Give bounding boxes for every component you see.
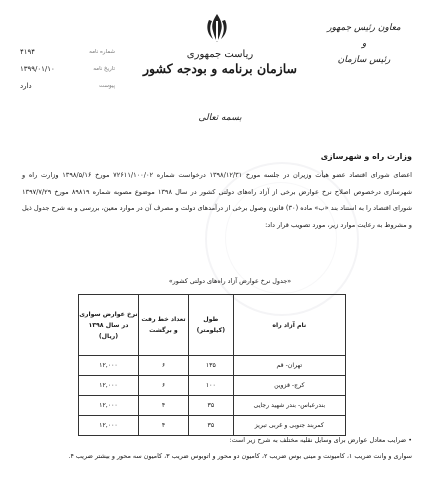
meta-row-attachment	[20, 78, 115, 95]
organization-name: سازمان برنامه و بودجه کشور	[142, 61, 298, 76]
letter-meta	[20, 44, 115, 95]
meta-row-date	[20, 61, 115, 78]
letter-date-label: تاریخ نامه	[93, 66, 115, 72]
cell-name: تهران- قم	[233, 356, 345, 376]
meta-row-number	[20, 44, 115, 61]
col-header-toll: نرخ عوارض سواری در سال ۱۳۹۸ (ریال)	[79, 295, 139, 356]
cell-lanes: ۴	[138, 396, 188, 416]
attachment-label: پیوست	[98, 83, 115, 89]
letter-number-label: شماره نامه	[89, 49, 115, 55]
besmeh-heading: بسمه تعالی	[198, 113, 242, 123]
letter-body: اعضای شورای اقتصاد عضو هیأت وزیران در جلسه مورخ ۱۳۹۸/۱۲/۳۱ درخواست شماره ۷۲۶۱۱/۱۰۰/۰۲ مورخ ۱۳۹۸/۵/۱۶ وزارت راه و شهرسازی درخصوص اصلاح نرخ عوارض برخی از آزاد راه‌های دولتی کشور در سال ۱۳۹۸ موضوع مصوبه شماره ۸۹۸۱۹ مورخ ۱۳۹۷/۷/۲۹ شورای اقتصاد را به استناد بند «ب» ماده (۳۰) قانون وصول برخی از درآمدهای دولت و مصرف آن در موارد معین، بررسی و به شرح جدول ذیل و مشروط به رعایت موارد زیر، مورد تصویب قرار داد:	[22, 171, 413, 229]
cell-length: ۳۵	[189, 416, 234, 436]
col-header-name: نام آزاد راه	[233, 295, 345, 356]
recipient: وزارت راه و شهرسازی	[320, 152, 412, 161]
cell-length: ۳۵	[189, 396, 234, 416]
signatory-line-3: رئیس سازمان	[337, 55, 391, 65]
letter-date: ۱۳۹۹/۰۱/۱۰	[20, 65, 55, 73]
letter-number: ۴۱۹۴	[20, 48, 36, 56]
toll-table	[78, 294, 346, 436]
table-header-row	[79, 295, 346, 356]
note-line-2: سواری و وانت ضریب ۱، کامیونت و مینی بوس ضریب ۲، کامیون دو محور و اتوبوس ضریب ۳، کامیون سه محور و بیشتر ضریب ۴.	[68, 452, 412, 460]
cell-toll: ۱۲,۰۰۰	[79, 396, 139, 416]
coefficients-note	[22, 432, 412, 464]
iran-emblem-icon	[203, 12, 231, 44]
signatory-line-2: و	[361, 39, 367, 49]
table-row	[79, 396, 346, 416]
cell-toll: ۱۲,۰۰۰	[79, 376, 139, 396]
attachment-value: دارد	[20, 82, 32, 90]
table-caption: «جدول نرخ عوارض آزاد راه‌های دولتی کشور»	[168, 277, 292, 285]
table-row	[79, 376, 346, 396]
signatory-line-1: معاون رئیس جمهور	[327, 23, 401, 33]
cell-name: بندرعباس- بندر شهید رجایی	[233, 396, 345, 416]
cell-lanes: ۴	[138, 416, 188, 436]
cell-name: کمربند جنوبی و غربی تبریز	[233, 416, 345, 436]
cell-toll: ۱۲,۰۰۰	[79, 416, 139, 436]
cell-toll: ۱۲,۰۰۰	[79, 356, 139, 376]
cell-length: ۱۰۰	[189, 376, 234, 396]
presidency-title: ریاست جمهوری	[186, 49, 254, 60]
note-line-1: • ضرایب معادل عوارض برای وسایل نقلیه مختلف به شرح زیر است:	[229, 436, 412, 444]
cell-lanes: ۶	[138, 376, 188, 396]
col-header-length: طول (کیلومتر)	[189, 295, 234, 356]
cell-lanes: ۶	[138, 356, 188, 376]
cell-length: ۱۳۵	[189, 356, 234, 376]
header-org-block	[140, 48, 300, 76]
table-row	[79, 356, 346, 376]
col-header-lanes: تعداد خط رفت و برگشت	[138, 295, 188, 356]
signatory-title	[319, 20, 409, 68]
cell-name: کرج- قزوین	[233, 376, 345, 396]
